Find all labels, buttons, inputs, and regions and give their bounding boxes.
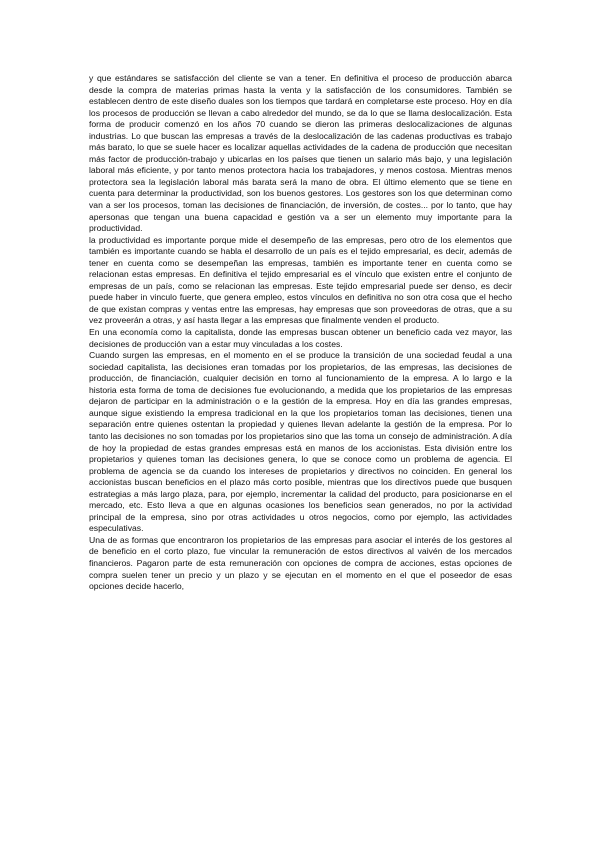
paragraph-capitalist-economy: En una economía como la capitalista, donde las empresas buscan obtener un beneficio cada vez mayor, las decisiones de producción van a estar muy vinculadas a los costes. <box>89 327 512 349</box>
body-text <box>89 73 512 593</box>
paragraph-agency-problem: Cuando surgen las empresas, en el momento en el se produce la transición de una sociedad feudal a una sociedad capitalista, las decisiones eran tomadas por los propietarios, de las empresas, las decisiones de producción, de financiación, cualquier decisión en torno al funcionamiento de la empresa. A lo largo e la historia esta forma de toma de decisiones fue evolucionando, a medida que los propietarios de las empresas dejaron de participar en la administración o e la gestión de la empresa. Hoy en día las grandes empresas, aunque sigue existiendo la empresa tradicional en la que los propietarios toman las decisiones, tienen una separación entre quienes ostentan la propiedad y quienes llevan adelante la gestión de la empresa. Por lo tanto las decisiones no son tomadas por los propietarios sino que las toma un consejo de administración. A día de hoy la propiedad de estas grandes empresas está en manos de los accionistas. Esta división entre los propietarios y quienes toman las decisiones genera, lo que se conoce como un problema de agencia. El problema de agencia se da cuando los intereses de propietarios y directivos no coinciden. En general los accionistas buscan beneficios en el plazo más corto posible, mientras que los directivos puede que busquen estrategias a más largo plaza, para, por ejemplo, incrementar la calidad del producto, para posicionarse en el mercado, etc. Esto lleva a que en algunas ocasiones los beneficios sean generados, no por la actividad principal de la empresa, sino por otras actividades u otros negocios, como por ejemplo, las actividades especulativas. <box>89 350 512 534</box>
paragraph-business-fabric: la productividad es importante porque mide el desempeño de las empresas, pero otro de los elementos que también es importante cuando se habla el desarrollo de un país es el tejido empresarial, es decir, además de tener en cuenta como se desempeñan las empresas, también es importante tener en cuenta como se relacionan estas empresas. En definitiva el tejido empresarial es el vínculo que existen entre el conjunto de empresas de un país, como se relacionan las empresas. Este tejido empresarial puede ser denso, es decir puede haber in vinculo fuerte, que genera empleo, estos vínculos en definitiva no son otra cosa que el hecho de que existan compras y ventas entre las empresas, hay empresas que son proveedoras de otras, que a su vez proveerán a otras, y así hasta llegar a las empresas que finalmente venden el producto. <box>89 234 512 326</box>
paragraph-remuneration: Una de as formas que encontraron los propietarios de las empresas para asociar el interés de los gestores al de beneficio en el corto plazo, fue vincular la remuneración de estos directivos al vaivén de los mercados financieros. Pagaron parte de esta remuneración con opciones de compra de acciones, estas opciones de compra suelen tener un precio y un plazo y se ejecutan en el momento en el que el poseedor de esas opciones decide hacerlo, <box>89 534 512 592</box>
paragraph-production: y que estándares se satisfacción del cliente se van a tener. En definitiva el proceso de producción abarca desde la compra de materias primas hasta la venta y la satisfacción de los consumidores. También se establecen dentro de este diseño duales son los tiempos que tardará en completarse este proceso. Hoy en día los procesos de producción se llevan a cabo alrededor del mundo, se da lo que se llama deslocalización. Esta forma de producir comenzó en los años 70 cuando se dieron las primeras deslocalizaciones de algunas industrias. Lo que buscan las empresas a través de la deslocalización de las cadenas productivas es trabajo más barato, lo que se suele hacer es localizar aquellas actividades de la cadena de producción que necesitan más factor de producción-trabajo y ubicarlas en los países que tienen un salario más bajo, y una legislación laboral más eficiente, y por tanto menos protectora hacia los trabajadores, y menos costosa. Mientras menos protectora sea la legislación laboral más barata será la mano de obra. El último elemento que se tiene en cuenta para determinar la productividad, son los buenos gestores. Los gestores son los que determinan como van a ser los procesos, toman las decisiones de financiación, de inversión, de costes... por lo tanto, que hay apersonas que tengan una buena capacidad e gestión va a ser un elemento muy importante para la productividad. <box>89 73 512 234</box>
